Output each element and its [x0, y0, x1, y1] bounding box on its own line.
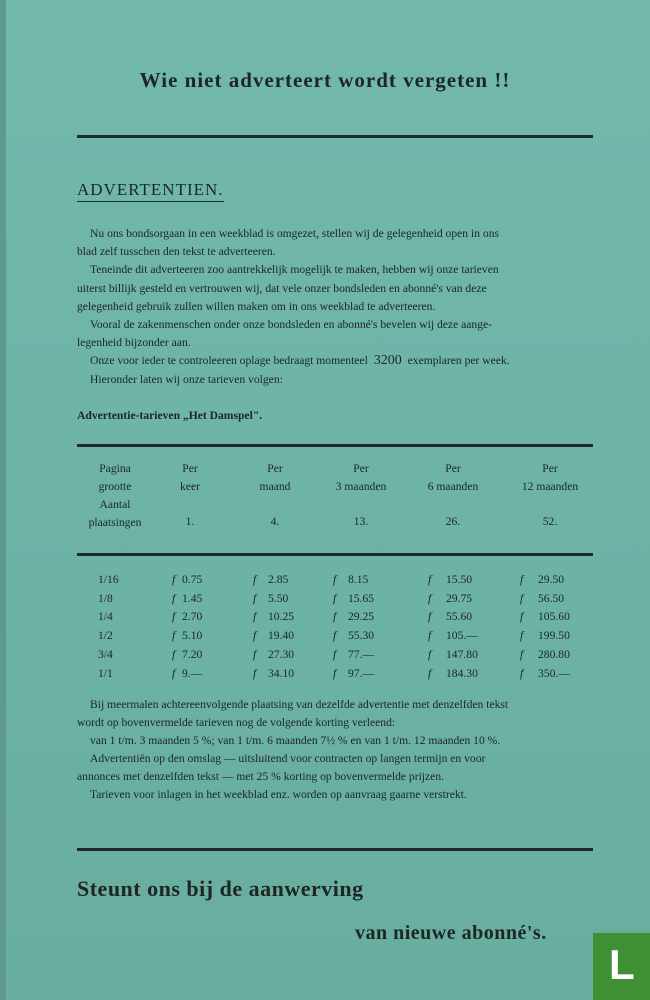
header-period [158, 460, 222, 496]
currency-symbol: f [253, 666, 257, 680]
price-cell: 280.80 [538, 647, 570, 661]
header-count: 52. [542, 515, 558, 528]
header-count: 1. [185, 515, 195, 528]
currency-symbol: f [520, 647, 524, 661]
currency-symbol: f [428, 629, 432, 643]
row-size: 1/2 [98, 629, 113, 643]
currency-symbol: f [520, 629, 524, 643]
notes-line: Bij meermalen achtereenvolgende plaatsing van dezelfde advertentie met denzelfden tekst [90, 698, 509, 711]
currency-symbol: f [333, 629, 337, 643]
currency-symbol: f [520, 666, 524, 680]
price-cell: 8.15 [348, 573, 369, 586]
notes-line: Tarieven voor inlagen in het weekblad enz. worden op aanvraag gaarne verstrekt. [90, 788, 467, 801]
header-period [323, 460, 399, 496]
price-cell: 350.— [538, 666, 570, 680]
badge-letter: L [609, 941, 635, 988]
table-row [0, 573, 650, 591]
price-cell: 55.30 [348, 629, 375, 643]
headline: Wie niet adverteert wordt vergeten !! [139, 68, 511, 92]
header-count: 4. [270, 515, 280, 528]
row-size: 1/8 [98, 591, 113, 605]
header-per: Per [542, 462, 558, 475]
price-cell: 184.30 [446, 666, 478, 680]
header-period [243, 460, 307, 496]
header-label: Pagina [99, 462, 131, 475]
header-period [413, 460, 493, 496]
table-row [0, 629, 650, 647]
currency-symbol: f [520, 573, 524, 586]
section-title: ADVERTENTIEN. [77, 180, 224, 202]
header-count: 26. [445, 515, 461, 528]
row-size: 1/16 [98, 573, 119, 586]
price-cell: 199.50 [538, 629, 570, 643]
table-row [0, 592, 650, 610]
currency-symbol: f [428, 591, 432, 605]
notes-line: Advertentiën op den omslag — uitsluitend voor contracten op langen termijn en voor [90, 752, 486, 765]
header-per: Per [353, 462, 369, 475]
price-cell: 2.85 [268, 573, 289, 586]
price-cell: 1.45 [182, 591, 203, 605]
currency-symbol: f [253, 647, 257, 661]
price-cell: 10.25 [268, 610, 295, 624]
price-cell: 15.50 [446, 573, 473, 586]
header-label: Aantal [99, 498, 131, 511]
table-row [0, 648, 650, 666]
notes-line: annonces met denzelfden tekst — met 25 % korting op bovenvermelde prijzen. [77, 770, 445, 783]
currency-symbol: f [253, 591, 257, 605]
divider-table-header [77, 553, 593, 556]
price-cell: 29.75 [446, 591, 473, 605]
discount-notes [77, 696, 597, 804]
header-period [505, 460, 595, 496]
header-pagina-grootte [72, 460, 158, 532]
divider-top [77, 135, 593, 138]
intro-line: Nu ons bondsorgaan in een weekblad is omgezet, stellen wij de gelegenheid open in ons [90, 227, 500, 240]
currency-symbol: f [253, 610, 257, 624]
currency-symbol: f [333, 591, 337, 605]
price-cell: 105.— [446, 629, 478, 643]
table-row [0, 667, 650, 685]
header-count: 13. [353, 515, 369, 528]
header-period-label: keer [180, 480, 200, 493]
row-size: 3/4 [98, 647, 113, 661]
notes-line: wordt op bovenvermelde tarieven nog de volgende korting verleend: [77, 716, 396, 729]
table-title: Advertentie-tarieven „Het Damspel". [77, 409, 263, 422]
currency-symbol: f [428, 610, 432, 624]
price-cell: 5.10 [182, 629, 203, 643]
currency-symbol: f [428, 647, 432, 661]
header-per: Per [182, 462, 198, 475]
currency-symbol: f [333, 610, 337, 624]
price-cell: 97.— [348, 666, 375, 680]
slogan-line-2: van nieuwe abonné's. [355, 922, 547, 944]
table-row [0, 610, 650, 628]
corner-badge [593, 933, 650, 1000]
price-cell: 29.50 [538, 573, 565, 586]
price-cell: 147.80 [446, 647, 478, 661]
header-label: plaatsingen [88, 516, 142, 529]
price-cell: 29.25 [348, 610, 375, 624]
currency-symbol: f [428, 666, 432, 680]
intro-line: uiterst billijk gesteld en vertrouwen wij, dat vele onzer bondsleden en abonné's van deze [77, 281, 487, 295]
intro-line: gelegenheid gebruik zullen willen maken om in ons weekblad te adverteeren. [77, 299, 436, 313]
divider-bottom [77, 848, 593, 851]
header-period-label: 3 maanden [335, 480, 387, 493]
price-cell: 27.30 [268, 647, 295, 661]
row-size: 1/1 [98, 666, 113, 680]
currency-symbol: f [253, 629, 257, 643]
currency-symbol: f [520, 610, 524, 624]
header-period-label: maand [259, 480, 291, 493]
notes-line: van 1 t/m. 3 maanden 5 %; van 1 t/m. 6 maanden 7½ % en van 1 t/m. 12 maanden 10 %. [90, 734, 501, 747]
price-cell: 7.20 [182, 647, 203, 661]
circulation-text-after: exemplaren per week. [407, 354, 510, 368]
header-label: grootte [98, 480, 132, 493]
currency-symbol: f [333, 647, 337, 661]
currency-symbol: f [172, 591, 176, 605]
circulation-number: 3200 [373, 353, 402, 369]
currency-symbol: f [520, 591, 524, 605]
intro-text [77, 225, 595, 389]
intro-line: Teneinde dit adverteeren zoo aantrekkelijk mogelijk te maken, hebben wij onze tarieven [90, 263, 499, 277]
row-size: 1/4 [98, 610, 113, 624]
header-period-label: 6 maanden [427, 480, 479, 493]
header-per: Per [445, 462, 461, 475]
slogan-line-1: Steunt ons bij de aanwerving [77, 876, 364, 901]
header-per: Per [267, 462, 283, 475]
currency-symbol: f [172, 610, 176, 624]
price-cell: 2.70 [182, 610, 203, 624]
price-cell: 55.60 [446, 610, 473, 624]
price-cell: 9.— [182, 666, 203, 680]
intro-circulation-line [77, 352, 595, 370]
currency-symbol: f [333, 666, 337, 680]
page-spine [0, 0, 6, 1000]
intro-line: legenheid bijzonder aan. [77, 336, 191, 350]
intro-line: blad zelf tusschen den tekst te adverteeren. [77, 245, 276, 259]
currency-symbol: f [172, 666, 176, 680]
currency-symbol: f [172, 629, 176, 643]
price-cell: 34.10 [268, 666, 295, 680]
divider-table-top [77, 444, 593, 447]
header-period-label: 12 maanden [521, 480, 579, 493]
currency-symbol: f [333, 573, 337, 586]
currency-symbol: f [428, 573, 432, 586]
price-cell: 77.— [348, 647, 375, 661]
price-cell: 15.65 [348, 591, 375, 605]
intro-line: Vooral de zakenmenschen onder onze bondsleden en abonné's bevelen wij deze aange- [90, 318, 493, 332]
price-cell: 56.50 [538, 591, 565, 605]
intro-line: Hieronder laten wij onze tarieven volgen: [90, 372, 283, 386]
price-cell: 5.50 [268, 591, 289, 605]
currency-symbol: f [253, 573, 257, 586]
circulation-text-before: Onze voor ieder te controleeren oplage bedraagt momenteel [90, 354, 368, 368]
price-cell: 105.60 [538, 610, 570, 624]
currency-symbol: f [172, 573, 176, 586]
price-cell: 19.40 [268, 629, 295, 643]
currency-symbol: f [172, 647, 176, 661]
price-cell: 0.75 [182, 573, 203, 586]
